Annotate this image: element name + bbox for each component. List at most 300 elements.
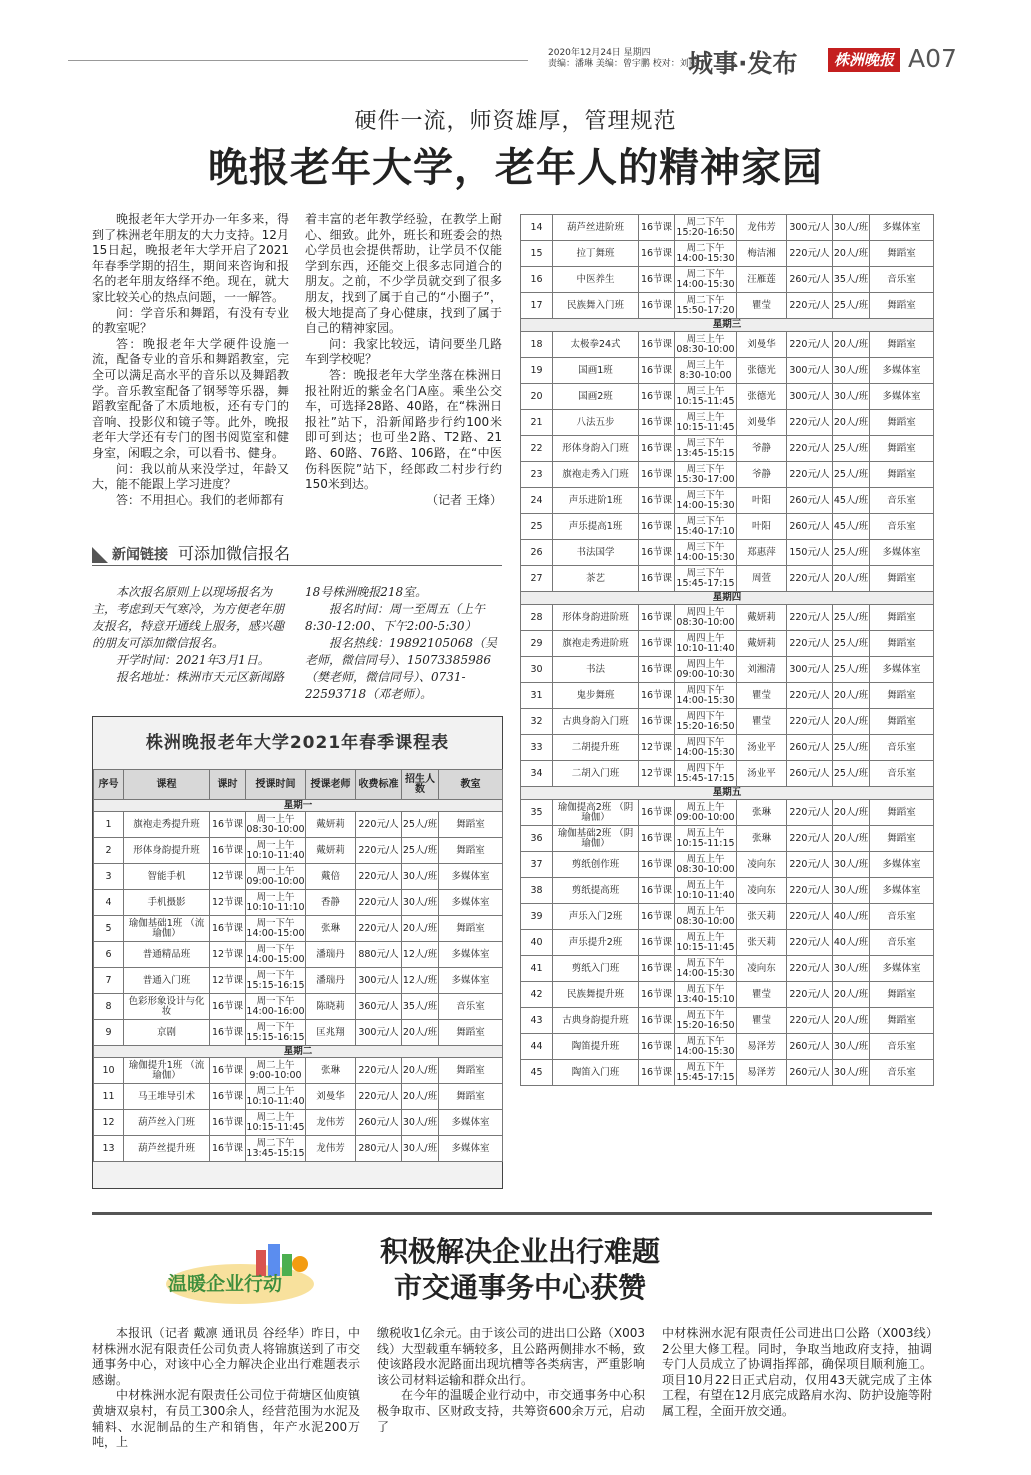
table-cell: 葫芦丝入门班 (124, 1110, 210, 1136)
table-cell: 21 (521, 410, 553, 436)
table-cell: 20人/班 (402, 1020, 439, 1046)
table-cell: 16节课 (210, 1020, 246, 1046)
table-cell: 舞蹈室 (870, 631, 934, 657)
table-row (521, 566, 934, 592)
table-cell: 11 (94, 1084, 124, 1110)
table-row (94, 916, 503, 942)
paragraph: 着丰富的老年教学经验，在教学上耐心、细致。此外，班长和班委会的热心学员也会提供帮助，让学员不仅能学到东西，还能交上很多志同道合的朋友。之前，不少学员就交到了很多朋友，找到了属于自己的“小圈子”，极大地提高了身心健康，找到了属于自己的精神家园。 (305, 212, 502, 336)
table-cell: 色彩形象设计与化妆 (124, 994, 210, 1020)
campaign-logo-text: 温暖企业行动 (168, 1273, 283, 1295)
table-cell: 龙伟芳 (737, 215, 787, 241)
table-cell: 周一下午 14:00-15:00 (246, 916, 306, 942)
table-cell: 周四下午 15:45-17:15 (675, 761, 737, 787)
table-cell: 刘湘清 (737, 657, 787, 683)
table-cell: 20人/班 (833, 1008, 870, 1034)
table-cell: 30人/班 (833, 358, 870, 384)
table-cell: 16节课 (639, 930, 675, 956)
table-cell: 多媒体室 (439, 1110, 503, 1136)
table-cell: 舞蹈室 (439, 1084, 503, 1110)
table-cell: 书法国学 (553, 540, 639, 566)
table-cell: 刘曼华 (737, 332, 787, 358)
table-cell: 周三上午 10:15-11:45 (675, 410, 737, 436)
table-row (521, 332, 934, 358)
table-cell: 周三上午 10:15-11:45 (675, 384, 737, 410)
table-cell: 多媒体室 (870, 852, 934, 878)
table-cell: 舞蹈室 (870, 436, 934, 462)
table-cell: 舞蹈室 (870, 462, 934, 488)
table-row (94, 812, 503, 838)
table-cell: 16节课 (639, 852, 675, 878)
table-cell: 周四下午 14:00-15:30 (675, 683, 737, 709)
table-cell: 舞蹈室 (870, 709, 934, 735)
table-cell: 16节课 (639, 488, 675, 514)
table-cell: 16节课 (639, 462, 675, 488)
table-cell: 多媒体室 (870, 215, 934, 241)
table-row (521, 1060, 934, 1086)
table-cell: 300元/人 (787, 384, 833, 410)
table-cell: 声乐提高1班 (553, 514, 639, 540)
table-cell: 刘曼华 (306, 1084, 356, 1110)
table-cell: 太极拳24式 (553, 332, 639, 358)
table-cell: 龙伟芳 (306, 1136, 356, 1162)
table-cell: 16节课 (639, 514, 675, 540)
table-cell: 20人/班 (833, 241, 870, 267)
table-cell: 260元/人 (787, 267, 833, 293)
table-cell: 舞蹈室 (870, 982, 934, 1008)
table-cell: 19 (521, 358, 553, 384)
day-label: 星期二 (94, 1046, 503, 1058)
table-cell: 周二上午 10:10-11:40 (246, 1084, 306, 1110)
table-cell: 舞蹈室 (870, 605, 934, 631)
table-cell: 周一下午 15:15-16:15 (246, 968, 306, 994)
table-cell: 形体身韵提升班 (124, 838, 210, 864)
table-cell: 梅洁湘 (737, 241, 787, 267)
table-cell: 形体身韵进阶班 (553, 605, 639, 631)
table-cell: 16节课 (210, 916, 246, 942)
table-cell: 20 (521, 384, 553, 410)
table-cell: 周三下午 15:45-17:15 (675, 566, 737, 592)
table-cell: 300元/人 (787, 358, 833, 384)
table-cell: 16节课 (639, 540, 675, 566)
table-cell: 38 (521, 878, 553, 904)
table-row (94, 1058, 503, 1084)
table-cell: 42 (521, 982, 553, 1008)
table-cell: 剪纸入门班 (553, 956, 639, 982)
table-cell: 多媒体室 (439, 942, 503, 968)
table-cell: 40人/班 (833, 930, 870, 956)
table-cell: 22 (521, 436, 553, 462)
table-cell: 260元/人 (787, 1034, 833, 1060)
table-row (521, 267, 934, 293)
table-cell: 潘瑞丹 (306, 942, 356, 968)
table-cell: 20人/班 (833, 410, 870, 436)
table-cell: 10 (94, 1058, 124, 1084)
article2-title (300, 1234, 740, 1306)
table-cell: 凌向东 (737, 878, 787, 904)
table-row (521, 1034, 934, 1060)
header-cell: 序号 (94, 770, 124, 800)
header-date: 2020年12月24日 星期四 (548, 48, 651, 58)
table-cell: 多媒体室 (870, 657, 934, 683)
table-cell: 41 (521, 956, 553, 982)
section-separator (92, 1212, 932, 1215)
table-cell: 周三下午 14:00-15:30 (675, 488, 737, 514)
table-cell: 张德光 (737, 358, 787, 384)
table-row (521, 878, 934, 904)
paragraph: 晚报老年大学开办一年多来，得到了株洲老年朋友的大力支持。12月15日起，晚报老年大学开启了2021年春季学期的招生，期间来咨询和报名的老年朋友络绎不绝。现在，就大家比较关心的热点问题，一一解答。 (92, 212, 289, 304)
table-cell: 舞蹈室 (439, 838, 503, 864)
table-cell: 23 (521, 462, 553, 488)
news-link-heading (92, 541, 290, 564)
table-cell: 35人/班 (833, 267, 870, 293)
header-staff: 责编：潘琳 美编：曾宇鹏 校对：刘丽 (548, 59, 698, 69)
table-cell: 16节课 (639, 657, 675, 683)
table-cell: 瞿莹 (737, 709, 787, 735)
paragraph: 问：学音乐和舞蹈，有没有专业的教室呢？ (92, 305, 289, 336)
table-cell: 国画2班 (553, 384, 639, 410)
table-cell: 瞿莹 (737, 982, 787, 1008)
table-cell: 12人/班 (402, 968, 439, 994)
table-cell: 25人/班 (833, 293, 870, 319)
table-cell: 舞蹈室 (870, 826, 934, 852)
table-cell: 周三上午 08:30-10:00 (675, 332, 737, 358)
table-cell: 叶阳 (737, 514, 787, 540)
table-cell: 300元/人 (787, 657, 833, 683)
notice-column-1 (92, 584, 289, 686)
table-cell: 29 (521, 631, 553, 657)
table-cell: 多媒体室 (439, 864, 503, 890)
table-cell: 35人/班 (402, 994, 439, 1020)
table-cell: 33 (521, 735, 553, 761)
table-cell: 220元/人 (356, 812, 402, 838)
table-cell: 音乐室 (870, 267, 934, 293)
table-row (521, 462, 934, 488)
table-cell: 周一下午 14:00-16:00 (246, 994, 306, 1020)
paragraph: 答：晚报老年大学硬件设施一流，配备专业的音乐和舞蹈教室，完全可以满足高水平的音乐以及舞蹈教学。音乐教室配备了钢琴等乐器，舞蹈教室配备了木质地板，还有专门的音响、投影仪和镜子等。此外，晚报老年大学还有专门的图书阅览室和健身室，闲暇之余，可以看书、健身。 (92, 336, 289, 460)
table-cell: 凌向东 (737, 852, 787, 878)
table-cell: 30人/班 (833, 1034, 870, 1060)
table-cell: 8 (94, 994, 124, 1020)
schedule-box (92, 716, 503, 1189)
table-cell: 音乐室 (870, 514, 934, 540)
table-cell: 13 (94, 1136, 124, 1162)
table-cell: 京剧 (124, 1020, 210, 1046)
table-cell: 220元/人 (787, 982, 833, 1008)
table-cell: 民族舞提升班 (553, 982, 639, 1008)
table-row (521, 384, 934, 410)
article-column-1 (92, 212, 289, 508)
header-cell: 课程 (124, 770, 210, 800)
table-cell: 16节课 (639, 241, 675, 267)
paragraph: 开学时间：2021年3月1日。 (116, 653, 270, 667)
day-row (94, 1046, 503, 1058)
paragraph: 问：我以前从来没学过，年龄又大，能不能跟上学习进度？ (92, 461, 289, 492)
schedule-box-right (520, 214, 933, 1086)
table-cell: 16节课 (639, 631, 675, 657)
table-cell: 周五下午 15:20-16:50 (675, 1008, 737, 1034)
table-cell: 葫芦丝进阶班 (553, 215, 639, 241)
table-cell: 二胡提升班 (553, 735, 639, 761)
table-cell: 39 (521, 904, 553, 930)
table-cell: 12人/班 (402, 942, 439, 968)
table-cell: 周五上午 08:30-10:00 (675, 852, 737, 878)
table-row (521, 904, 934, 930)
table-cell: 220元/人 (787, 956, 833, 982)
table-row (521, 215, 934, 241)
table-cell: 30人/班 (833, 878, 870, 904)
table-cell: 16节课 (639, 1008, 675, 1034)
day-row (521, 319, 934, 332)
table-cell: 260元/人 (356, 1110, 402, 1136)
day-row (94, 800, 503, 812)
table-cell: 16节课 (210, 812, 246, 838)
table-cell: 16节课 (639, 956, 675, 982)
table-cell: 多媒体室 (870, 956, 934, 982)
table-cell: 280元/人 (356, 1136, 402, 1162)
news-link-headline: 可添加微信报名 (178, 544, 291, 563)
table-cell: 220元/人 (787, 605, 833, 631)
table-cell: 舞蹈室 (870, 293, 934, 319)
table-cell: 18 (521, 332, 553, 358)
table-cell: 茶艺 (553, 566, 639, 592)
table-row (521, 514, 934, 540)
table-cell: 周四下午 14:00-15:30 (675, 735, 737, 761)
table-cell: 16节课 (639, 358, 675, 384)
table-cell: 周三上午 8:30-10:00 (675, 358, 737, 384)
byline: （记者 王烽） (426, 492, 502, 507)
table-cell: 八法五步 (553, 410, 639, 436)
news-link-tag: 新闻链接 (112, 547, 168, 563)
table-cell: 220元/人 (787, 826, 833, 852)
table-cell: 220元/人 (787, 462, 833, 488)
table-cell: 7 (94, 968, 124, 994)
table-cell: 二胡入门班 (553, 761, 639, 787)
campaign-logo-icon (160, 1242, 316, 1312)
table-cell: 16节课 (639, 1060, 675, 1086)
table-row (94, 1136, 503, 1162)
table-cell: 30人/班 (833, 956, 870, 982)
table-cell: 260元/人 (787, 514, 833, 540)
table-cell: 220元/人 (787, 878, 833, 904)
paragraph: 本报讯（记者 戴凛 通讯员 谷经华）昨日，中材株洲水泥有限责任公司负责人将锦旗送到了市交通事务中心，对该中心全力解决企业出行难题表示感谢。 (92, 1326, 360, 1387)
table-cell: 30 (521, 657, 553, 683)
table-cell: 220元/人 (787, 852, 833, 878)
table-cell: 郑惠萍 (737, 540, 787, 566)
table-cell: 周五下午 13:40-15:10 (675, 982, 737, 1008)
table-cell: 360元/人 (356, 994, 402, 1020)
table-cell: 周一上午 08:30-10:00 (246, 812, 306, 838)
table-cell: 300元/人 (356, 968, 402, 994)
table-cell: 45 (521, 1060, 553, 1086)
table-cell: 香静 (306, 890, 356, 916)
table-cell: 16 (521, 267, 553, 293)
article2-column-3 (662, 1326, 932, 1420)
table-row (521, 241, 934, 267)
table-cell: 周一上午 10:10-11:10 (246, 890, 306, 916)
table-cell: 音乐室 (870, 735, 934, 761)
table-cell: 音乐室 (870, 1034, 934, 1060)
article-subtitle: 硬件一流，师资雄厚，管理规范 (354, 109, 677, 134)
table-cell: 鬼步舞班 (553, 683, 639, 709)
table-cell: 周二上午 10:15-11:45 (246, 1110, 306, 1136)
table-cell: 16节课 (639, 267, 675, 293)
table-row (94, 942, 503, 968)
table-cell: 声乐进阶1班 (553, 488, 639, 514)
table-cell: 周五下午 15:45-17:15 (675, 1060, 737, 1086)
table-cell: 多媒体室 (870, 358, 934, 384)
header-meta (548, 48, 698, 70)
table-cell: 43 (521, 1008, 553, 1034)
article2-column-1 (92, 1326, 360, 1451)
table-cell: 220元/人 (787, 241, 833, 267)
table-cell: 220元/人 (787, 683, 833, 709)
table-cell: 周五上午 10:10-11:40 (675, 878, 737, 904)
table-cell: 16节课 (210, 1136, 246, 1162)
table-cell: 28 (521, 605, 553, 631)
table-cell: 9 (94, 1020, 124, 1046)
table-cell: 30人/班 (402, 1136, 439, 1162)
table-row (521, 657, 934, 683)
table-row (521, 826, 934, 852)
schedule-title: 株洲晚报老年大学2021年春季课程表 (145, 733, 450, 753)
table-cell: 匡兆翔 (306, 1020, 356, 1046)
table-cell: 30人/班 (833, 1060, 870, 1086)
table-cell: 多媒体室 (439, 1136, 503, 1162)
table-cell: 16节课 (639, 800, 675, 826)
table-cell: 20人/班 (833, 709, 870, 735)
table-cell: 40人/班 (833, 904, 870, 930)
page-number: A07 (908, 44, 957, 73)
table-cell: 剪纸创作班 (553, 852, 639, 878)
paragraph: 本次报名原则上以现场报名为主，考虑到天气寒冷，为方便老年朋友报名，特意开通线上服务，感兴趣的朋友可添加微信报名。 (92, 585, 285, 650)
table-cell: 20人/班 (402, 1058, 439, 1084)
table-row (94, 968, 503, 994)
table-cell: 葫芦丝提升班 (124, 1136, 210, 1162)
table-cell: 220元/人 (787, 332, 833, 358)
table-cell: 5 (94, 916, 124, 942)
table-cell: 45人/班 (833, 488, 870, 514)
paragraph: 在今年的温暖企业行动中，市交通事务中心积极争取市、区财政支持，共筹资600余万元，启动了 (377, 1388, 645, 1434)
table-cell: 瑜伽提升1班 （流瑜伽） (124, 1058, 210, 1084)
table-cell: 马王堆导引术 (124, 1084, 210, 1110)
table-cell: 12节课 (210, 864, 246, 890)
table-cell: 手机摄影 (124, 890, 210, 916)
table-cell: 220元/人 (787, 293, 833, 319)
table-cell: 300元/人 (787, 215, 833, 241)
table-cell: 易泽芳 (737, 1034, 787, 1060)
table-cell: 龙伟芳 (306, 1110, 356, 1136)
table-cell: 12节课 (639, 761, 675, 787)
table-cell: 多媒体室 (870, 878, 934, 904)
table-cell: 舞蹈室 (870, 332, 934, 358)
table-cell: 张琳 (306, 1058, 356, 1084)
table-cell: 220元/人 (356, 838, 402, 864)
campaign-logo (160, 1242, 316, 1312)
table-cell: 舞蹈室 (439, 1020, 503, 1046)
table-cell: 44 (521, 1034, 553, 1060)
table-row (521, 605, 934, 631)
table-cell: 瞿莹 (737, 293, 787, 319)
table-cell: 30人/班 (833, 215, 870, 241)
table-row (94, 1110, 503, 1136)
newspaper-logo: 株洲晚报 (828, 48, 900, 72)
table-cell: 16节课 (639, 709, 675, 735)
table-cell: 37 (521, 852, 553, 878)
table-row (521, 800, 934, 826)
table-cell: 12节课 (639, 735, 675, 761)
table-cell: 220元/人 (356, 916, 402, 942)
table-cell: 260元/人 (787, 488, 833, 514)
table-row (521, 488, 934, 514)
paragraph: 中材株洲水泥有限责任公司位于荷塘区仙庾镇黄塘双泉村，有员工300余人，经营范围为水泥及辅料、水泥制品的生产和销售，年产水泥200万吨，上 (92, 1388, 360, 1450)
paragraph: 问：我家比较远，请问要坐几路车到学校呢？ (305, 336, 502, 367)
table-cell: 周二下午 14:00-15:30 (675, 241, 737, 267)
table-cell: 3 (94, 864, 124, 890)
table-cell: 20人/班 (402, 916, 439, 942)
table-cell: 31 (521, 683, 553, 709)
table-cell: 周三下午 15:40-17:10 (675, 514, 737, 540)
table-cell: 周二下午 13:45-15:15 (246, 1136, 306, 1162)
table-cell: 周四下午 15:20-16:50 (675, 709, 737, 735)
table-cell: 陶笛提升班 (553, 1034, 639, 1060)
table-cell: 张琳 (306, 916, 356, 942)
table-cell: 30人/班 (402, 890, 439, 916)
table-cell: 古典身韵提升班 (553, 1008, 639, 1034)
table-cell: 剪纸提高班 (553, 878, 639, 904)
table-cell: 书法 (553, 657, 639, 683)
table-cell: 舞蹈室 (439, 1058, 503, 1084)
table-cell: 220元/人 (787, 904, 833, 930)
article-column-2 (305, 212, 502, 508)
table-cell: 300元/人 (356, 1020, 402, 1046)
table-cell: 舞蹈室 (439, 916, 503, 942)
table-row (94, 1084, 503, 1110)
paragraph: 中材株洲水泥有限责任公司进出口公路（X003线）2公里大修工程。同时，争取当地政府支持，抽调专门人员成立了协调指挥部，确保项目顺利施工。项目10月22日正式启动，仅用43天就完成了主体工程，有望在12月底完成路肩水沟、防护设施等附属工程，全面开放交通。 (662, 1326, 932, 1418)
table-row (94, 864, 503, 890)
table-cell: 16节课 (639, 436, 675, 462)
table-cell: 瞿莹 (737, 1008, 787, 1034)
table-cell: 220元/人 (787, 631, 833, 657)
table-header-row (94, 770, 503, 800)
table-cell: 16节课 (639, 904, 675, 930)
paragraph: 报名地址：株洲市天元区新闻路 (116, 670, 285, 684)
table-row (94, 1020, 503, 1046)
table-cell: 戴妍莉 (737, 605, 787, 631)
table-cell: 220元/人 (787, 800, 833, 826)
table-cell: 16节课 (639, 683, 675, 709)
table-row (521, 631, 934, 657)
table-cell: 25人/班 (833, 605, 870, 631)
header-cell: 课时 (210, 770, 246, 800)
notice-column-2 (305, 584, 502, 703)
table-cell: 周四上午 09:00-10:30 (675, 657, 737, 683)
table-cell: 音乐室 (870, 488, 934, 514)
table-cell: 15 (521, 241, 553, 267)
table-cell: 戴妍莉 (737, 631, 787, 657)
table-cell: 260元/人 (787, 761, 833, 787)
table-cell: 220元/人 (787, 930, 833, 956)
table-cell: 旗袍走秀提升班 (124, 812, 210, 838)
table-row (521, 930, 934, 956)
table-cell: 220元/人 (356, 890, 402, 916)
table-cell: 25人/班 (833, 462, 870, 488)
article2-title-line2: 市交通事务中心获赞 (393, 1271, 646, 1304)
table-cell: 20人/班 (402, 1084, 439, 1110)
table-cell: 周三下午 15:30-17:00 (675, 462, 737, 488)
table-cell: 220元/人 (787, 436, 833, 462)
table-cell: 16节课 (639, 605, 675, 631)
table-cell: 16节课 (639, 384, 675, 410)
